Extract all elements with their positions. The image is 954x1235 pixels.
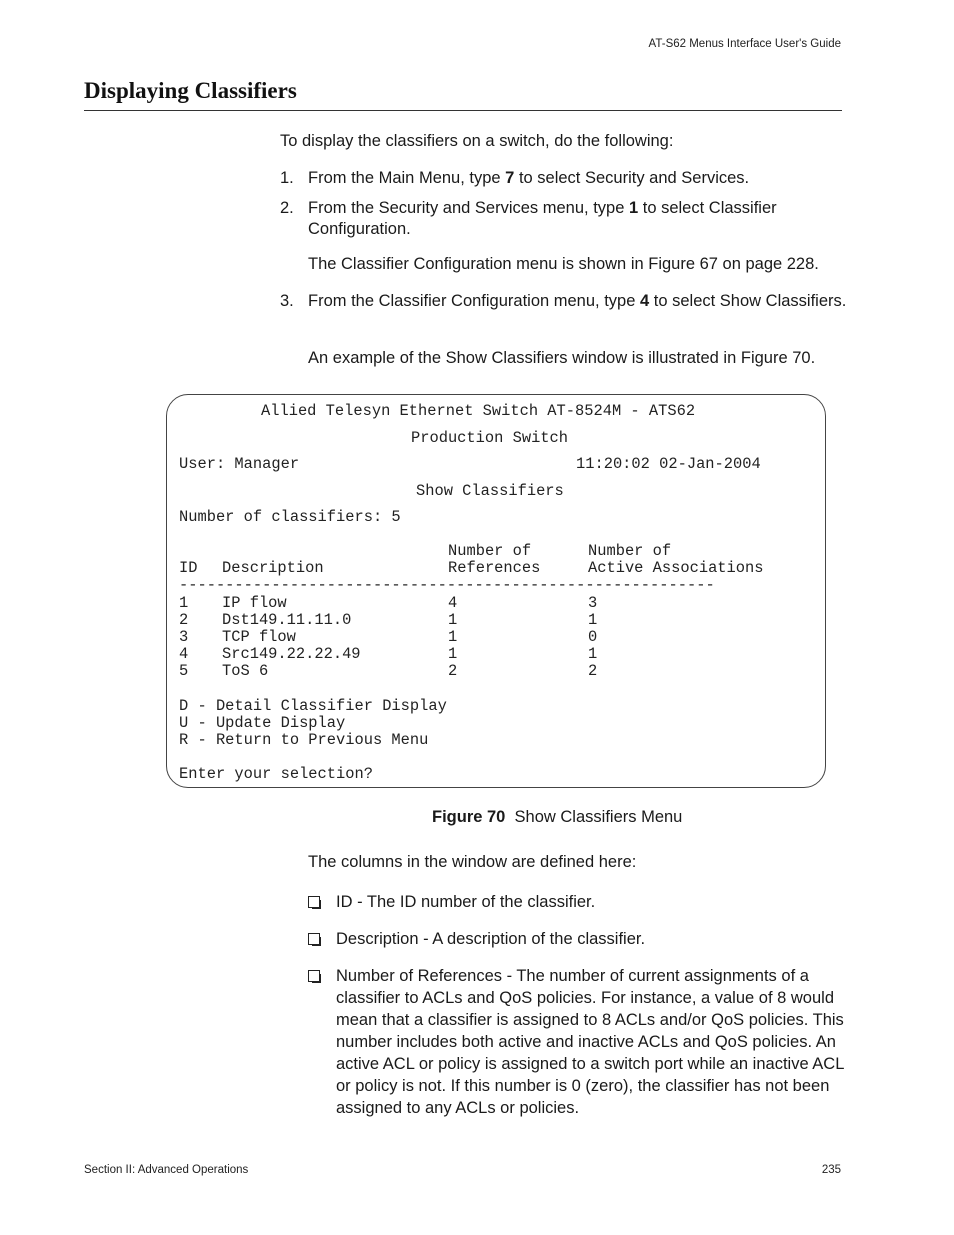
row-active: 0: [588, 628, 598, 646]
col-refs-heading-1: Number of: [448, 542, 532, 560]
terminal-screen-title: Show Classifiers: [416, 482, 564, 500]
row-id: 3: [179, 628, 189, 646]
col-active-heading-2: Active Associations: [588, 559, 764, 577]
footer-section: Section II: Advanced Operations: [84, 1164, 249, 1176]
row-desc: Dst149.11.11.0: [222, 611, 352, 629]
checkbox-bullet-icon: [308, 970, 320, 982]
row-active: 1: [588, 645, 598, 663]
step-number: 2.: [280, 199, 294, 217]
columns-intro: The columns in the window are defined here:: [308, 853, 637, 871]
row-desc: IP flow: [222, 594, 287, 612]
row-desc: TCP flow: [222, 628, 296, 646]
menu-option-detail[interactable]: D - Detail Classifier Display: [179, 697, 447, 715]
selection-prompt[interactable]: Enter your selection?: [179, 765, 373, 783]
terminal-time: 11:20:02 02-Jan-2004: [576, 455, 761, 473]
terminal-subtitle: Production Switch: [411, 429, 569, 447]
terminal-user: User: Manager: [179, 455, 300, 473]
figure-label: Figure 70: [432, 808, 506, 826]
col-active-heading-1: Number of: [588, 542, 672, 560]
bullet-text: Number of References - The number of current assignments of a classifier to ACLs and QoS policies. For instance, a value of 8 would mean that a classifier is assigned to 8 ACLs and/or QoS policies. This number includes both active and inactive ACLs and QoS policies. An active ACL or policy is assigned to a switch port while an inactive ACL or policy is not. If this number is 0 (zero), the classifier has not been assigned to any ACLs or policies.: [336, 967, 844, 1117]
step-text: From the Main Menu, type 7 to select Security and Services.: [308, 169, 750, 187]
key-value: 4: [639, 292, 650, 310]
col-id-heading: ID: [179, 559, 198, 577]
row-refs: 1: [448, 611, 458, 629]
row-id: 4: [179, 645, 189, 663]
menu-option-return[interactable]: R - Return to Previous Menu: [179, 731, 429, 749]
checkbox-bullet-icon: [308, 933, 320, 945]
menu-option-update[interactable]: U - Update Display: [179, 714, 346, 732]
step-number: 3.: [280, 292, 294, 310]
page-number: 235: [821, 1164, 841, 1176]
row-refs: 2: [448, 662, 458, 680]
step-text: From the Security and Services menu, type 1 to select Classifier Configuration.: [308, 199, 777, 238]
key-value: 7: [505, 169, 515, 187]
figure-caption-text: Show Classifiers Menu: [514, 808, 683, 826]
row-desc: Src149.22.22.49: [222, 645, 361, 663]
row-active: 3: [588, 594, 598, 612]
section-title: Displaying Classifiers: [84, 78, 842, 111]
row-refs: 4: [448, 594, 458, 612]
bullet-text: ID - The ID number of the classifier.: [336, 893, 596, 911]
running-header: AT-S62 Menus Interface User's Guide: [648, 38, 841, 50]
col-desc-heading: Description: [222, 559, 324, 577]
row-active: 2: [588, 662, 598, 680]
key-value: 1: [628, 199, 639, 217]
note-figure-67: The Classifier Configuration menu is shown in Figure 67 on page 228.: [308, 255, 819, 273]
terminal-count: Number of classifiers: 5: [179, 508, 401, 526]
intro-paragraph: To display the classifiers on a switch, do the following:: [280, 132, 674, 150]
bullet-text: Description - A description of the classifier.: [336, 930, 646, 948]
row-id: 2: [179, 611, 189, 629]
table-separator: ----------------------------------------------------------: [179, 576, 715, 594]
row-id: 1: [179, 594, 189, 612]
figure-caption: [432, 808, 682, 827]
row-desc: ToS 6: [222, 662, 269, 680]
step-number: 1.: [280, 169, 294, 187]
checkbox-bullet-icon: [308, 896, 320, 908]
step-text: From the Classifier Configuration menu, type 4 to select Show Classifiers.: [308, 292, 847, 310]
row-refs: 1: [448, 645, 458, 663]
col-refs-heading-2: References: [448, 559, 541, 577]
row-refs: 1: [448, 628, 458, 646]
terminal-window: [166, 394, 826, 788]
row-active: 1: [588, 611, 598, 629]
row-id: 5: [179, 662, 189, 680]
terminal-title: Allied Telesyn Ethernet Switch AT-8524M - ATS62: [261, 402, 696, 420]
note-figure-70: An example of the Show Classifiers window is illustrated in Figure 70.: [308, 349, 816, 367]
